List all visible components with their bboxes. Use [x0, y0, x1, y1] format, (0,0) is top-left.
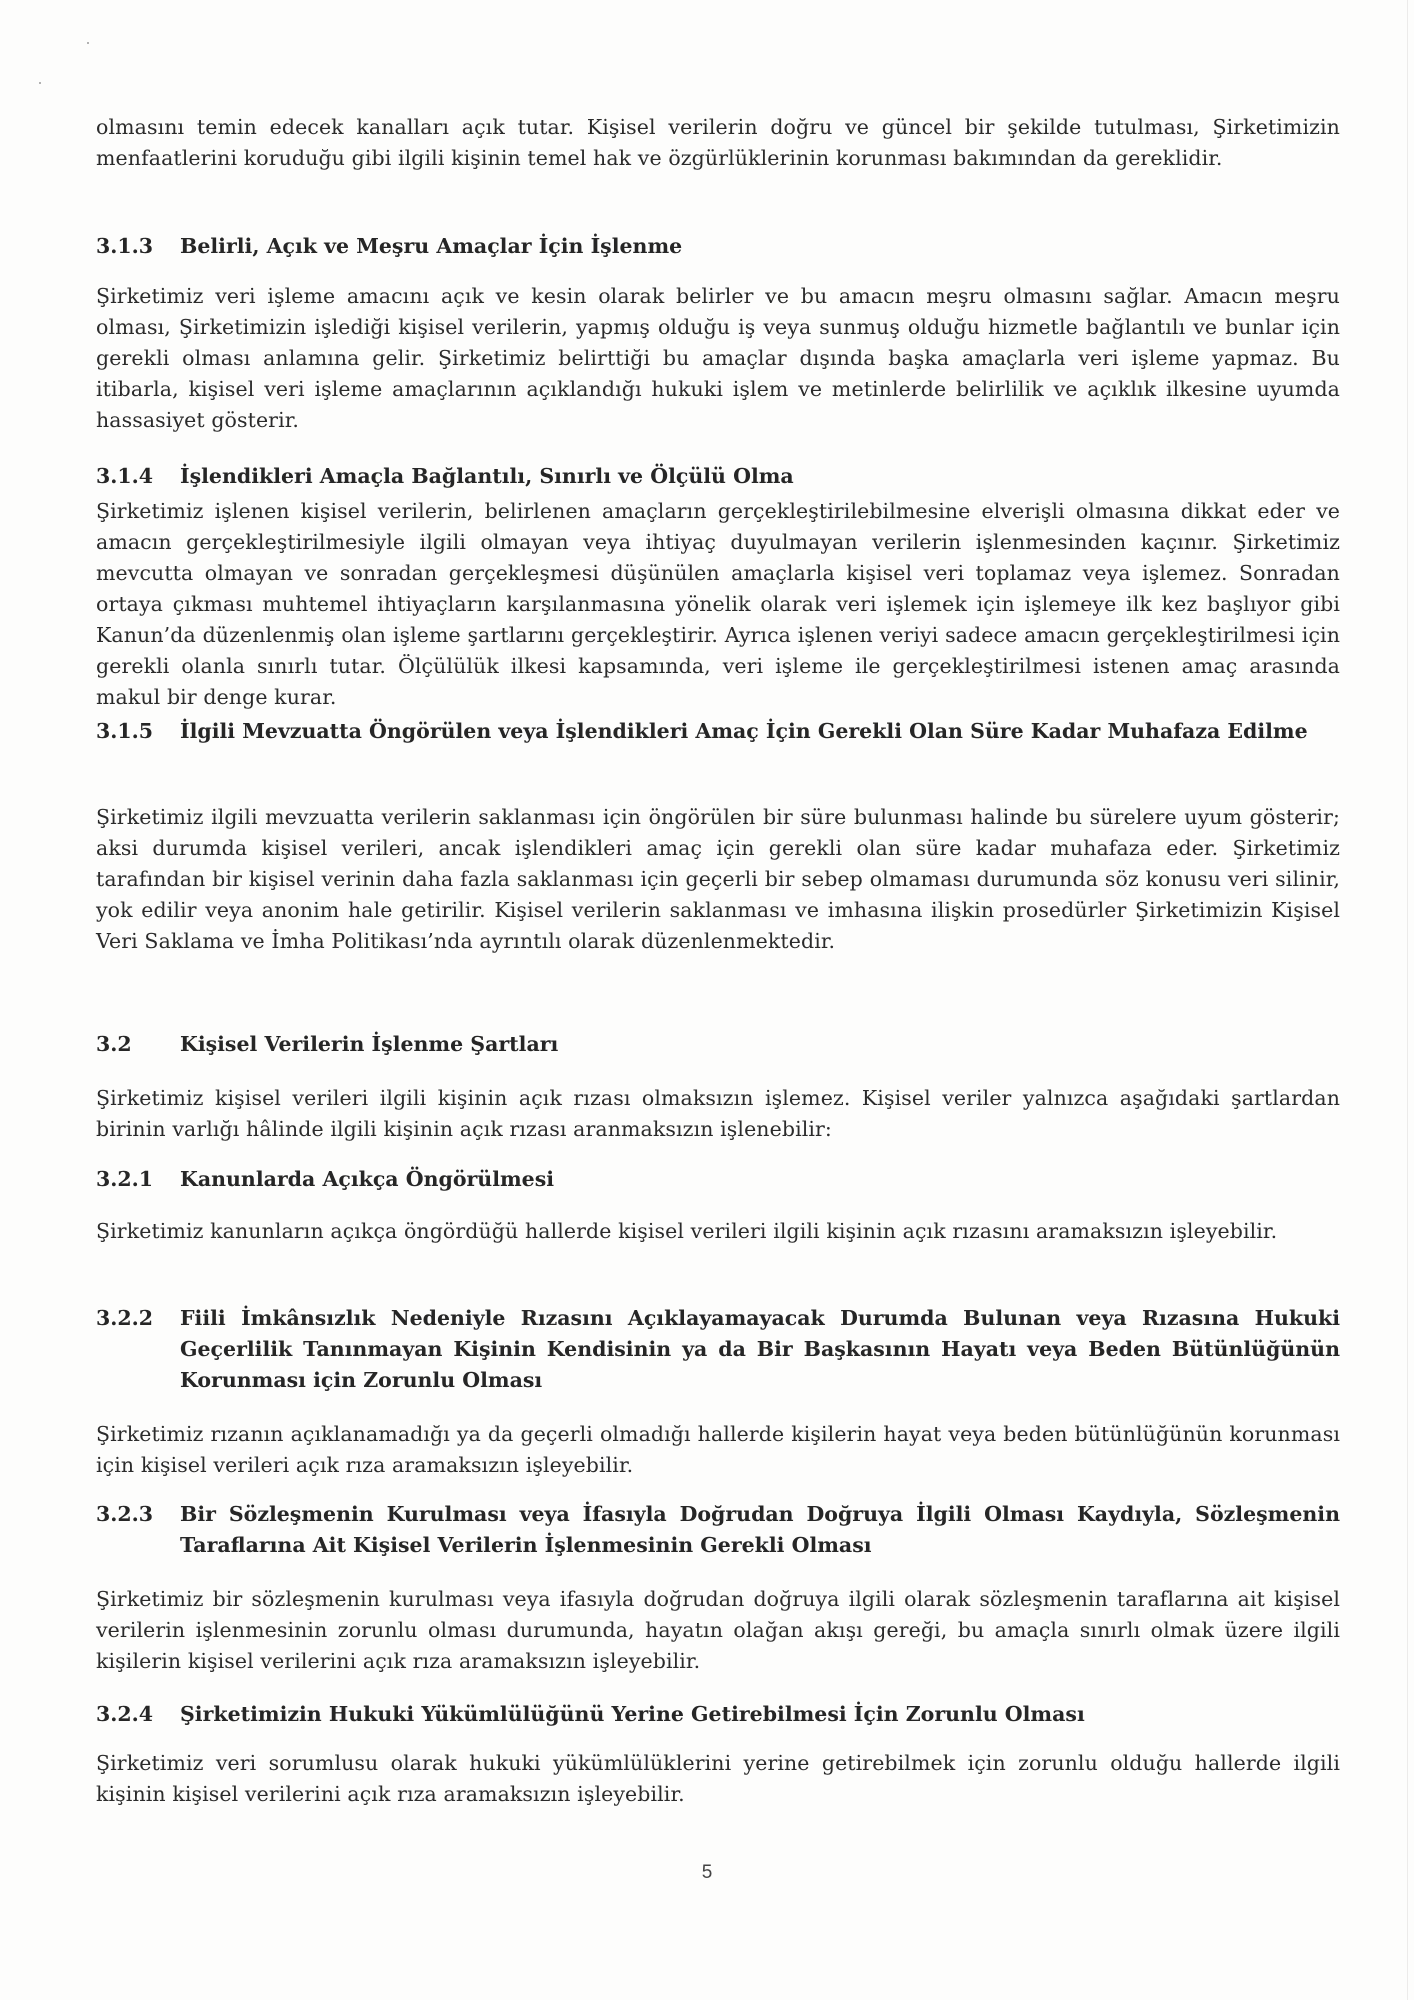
section-number: 3.2.3 — [96, 1502, 154, 1526]
scan-speck — [39, 82, 41, 84]
section-number: 3.2.4 — [96, 1702, 154, 1726]
paragraph-3-1-5: Şirketimiz ilgili mevzuatta verilerin saklanması için öngörülen bir süre bulunması halinde bu sürelere uyum gösterir; aksi durumda kişisel verileri, ancak işlendikleri amaç için gerekli olan süre kadar muhafaza eder. Şirketimiz tarafından bir kişisel verinin daha fazla saklanması için geçerli bir sebep olmaması durumunda söz konusu veri silinir, yok edilir veya anonim hale getirilir. Kişisel verilerin saklanması ve imhasına ilişkin prosedürler Şirketimizin Kişisel Veri Saklama ve İmha Politikası’nda ayrıntılı olarak düzenlenmektedir. — [96, 805, 1340, 953]
section-title: Kişisel Verilerin İşlenme Şartları — [180, 1032, 559, 1056]
paragraph-3-2-3: Şirketimiz bir sözleşmenin kurulması veya ifasıyla doğrudan doğruya ilgili olarak sözleşmenin taraflarına ait kişisel verilerin işlenmesinin zorunlu olması durumunda, hayatın olağan akışı gereği, bu amaçla sınırlı olmak üzere ilgili kişilerin kişisel verilerini açık rıza aramaksızın işleyebilir. — [96, 1587, 1340, 1673]
section-title: Fiili İmkânsızlık Nedeniyle Rızasını Açıklayamayacak Durumda Bulunan veya Rızasına Hukuki Geçerlilik Tanınmayan Kişinin Kendisinin ya da Bir Başkasının Hayatı veya Beden Bütünlüğünün Korunması için Zorunlu Olması — [180, 1306, 1340, 1392]
section-number: 3.2.2 — [96, 1306, 154, 1330]
section-heading-3-1-4 — [96, 461, 1340, 492]
section-heading-3-1-3 — [96, 231, 1340, 262]
section-title: Şirketimizin Hukuki Yükümlülüğünü Yerine Getirebilmesi İçin Zorunlu Olması — [180, 1702, 1085, 1726]
scan-page-edge — [1407, 0, 1408, 2000]
section-number: 3.2.1 — [96, 1167, 154, 1191]
section-number: 3.2 — [96, 1032, 132, 1056]
section-title: Belirli, Açık ve Meşru Amaçlar İçin İşlenme — [180, 234, 683, 258]
scan-speck — [87, 42, 89, 44]
section-number: 3.1.4 — [96, 464, 154, 488]
section-heading-3-2-2 — [96, 1303, 1340, 1396]
paragraph-accuracy-continued: olmasını temin edecek kanalları açık tutar. Kişisel verilerin doğru ve güncel bir şekilde tutulması, Şirketimizin menfaatlerini koruduğu gibi ilgili kişinin temel hak ve özgürlüklerinin korunması bakımından da gereklidir. — [96, 115, 1340, 170]
paragraph-3-2: Şirketimiz kişisel verileri ilgili kişinin açık rızası olmaksızın işlemez. Kişisel veriler yalnızca aşağıdaki şartlardan birinin varlığı hâlinde ilgili kişinin açık rızası aranmaksızın işlenebilir: — [96, 1086, 1340, 1141]
paragraph-3-1-4: Şirketimiz işlenen kişisel verilerin, belirlenen amaçların gerçekleştirilebilmesine elverişli olmasına dikkat eder ve amacın gerçekleştirilmesiyle ilgili olmayan veya ihtiyaç duyulmayan verilerin işlenmesinden kaçınır. Şirketimiz mevcutta olmayan ve sonradan gerçekleşmesi düşünülen amaçlarla kişisel veri toplamaz veya işlemez. Sonradan ortaya çıkması muhtemel ihtiyaçların karşılanmasına yönelik olarak veri işlemek için işlemeye ilk kez başlıyor gibi Kanun’da düzenlenmiş olan işleme şartlarını gerçekleştirir. Ayrıca işlenen veriyi sadece amacın gerçekleştirilmesi için gerekli olanla sınırlı tutar. Ölçülülük ilkesi kapsamında, veri işleme ile gerçekleştirilmesi istenen amaç arasında makul bir denge kurar. — [96, 499, 1340, 709]
section-heading-3-2 — [96, 1029, 1340, 1060]
section-heading-3-2-3 — [96, 1499, 1340, 1561]
section-number: 3.1.5 — [96, 719, 154, 743]
section-title: Bir Sözleşmenin Kurulması veya İfasıyla Doğrudan Doğruya İlgili Olması Kaydıyla, Sözleşmenin Taraflarına Ait Kişisel Verilerin İşlenmesinin Gerekli Olması — [180, 1502, 1340, 1557]
paragraph-3-2-2: Şirketimiz rızanın açıklanamadığı ya da geçerli olmadığı hallerde kişilerin hayat veya beden bütünlüğünün korunması için kişisel verileri açık rıza aramaksızın işleyebilir. — [96, 1422, 1340, 1477]
paragraph-3-2-1: Şirketimiz kanunların açıkça öngördüğü hallerde kişisel verileri ilgili kişinin açık rızasını aramaksızın işleyebilir. — [96, 1219, 1278, 1243]
section-title: İlgili Mevzuatta Öngörülen veya İşlendikleri Amaç İçin Gerekli Olan Süre Kadar Muhafaza Edilme — [180, 719, 1308, 743]
section-heading-3-1-5 — [96, 716, 1340, 747]
section-number: 3.1.3 — [96, 234, 154, 258]
section-title: İşlendikleri Amaçla Bağlantılı, Sınırlı ve Ölçülü Olma — [180, 464, 794, 488]
paragraph-3-2-4: Şirketimiz veri sorumlusu olarak hukuki yükümlülüklerini yerine getirebilmek için zorunlu olduğu hallerde ilgili kişinin kişisel verilerini açık rıza aramaksızın işleyebilir. — [96, 1751, 1340, 1806]
section-heading-3-2-4 — [96, 1699, 1340, 1730]
paragraph-3-1-3: Şirketimiz veri işleme amacını açık ve kesin olarak belirler ve bu amacın meşru olmasını sağlar. Amacın meşru olması, Şirketimizin işlediği kişisel verilerin, yapmış olduğu iş veya sunmuş olduğu hizmetle bağlantılı ve bunlar için gerekli olması anlamına gelir. Şirketimiz belirttiği bu amaçlar dışında başka amaçlarla veri işleme yapmaz. Bu itibarla, kişisel veri işleme amaçlarının açıklandığı hukuki işlem ve metinlerde belirlilik ve açıklık ilkesine uyumda hassasiyet gösterir. — [96, 284, 1340, 432]
page-number: 5 — [701, 1862, 713, 1883]
section-heading-3-2-1 — [96, 1164, 1340, 1195]
section-title: Kanunlarda Açıkça Öngörülmesi — [180, 1167, 555, 1191]
